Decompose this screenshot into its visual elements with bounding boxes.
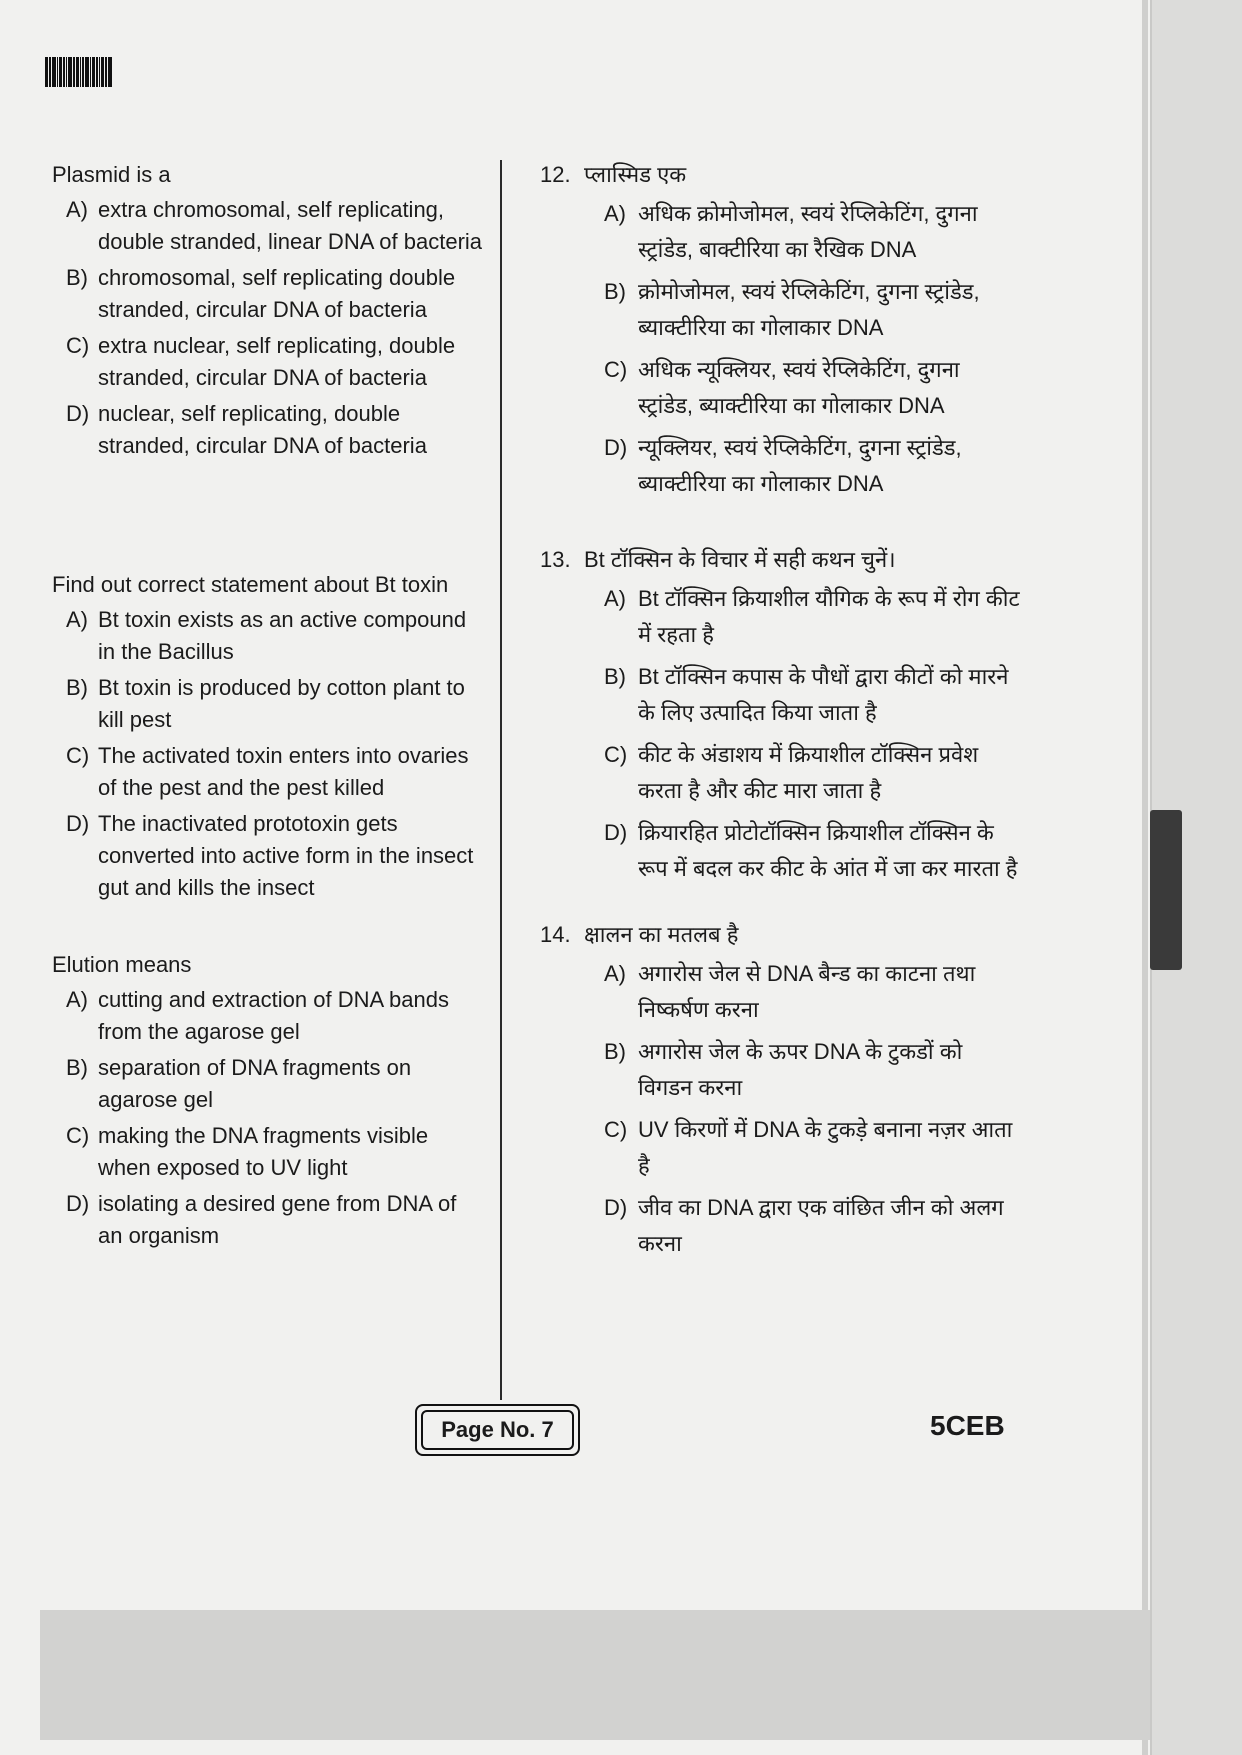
question-stem	[52, 950, 482, 980]
option-text: जीव का DNA द्वारा एक वांछित जीन को अलग करना	[638, 1195, 1004, 1256]
answer-option	[52, 398, 482, 462]
option-label: B)	[66, 675, 88, 700]
option-text: अगारोस जेल से DNA बैन्ड का काटना तथा निष्कर्षण करना	[638, 961, 976, 1022]
answer-option	[52, 1120, 482, 1184]
option-label: B)	[604, 279, 626, 304]
option-text: अधिक क्रोमोजोमल, स्वयं रेप्लिकेटिंग, दुगना स्ट्रांडेड, बाक्टीरिया का रैखिक DNA	[638, 201, 978, 262]
option-text: The activated toxin enters into ovaries of the pest and the pest killed	[98, 743, 469, 800]
barcode-bar	[63, 57, 65, 87]
barcode-bar	[66, 57, 67, 87]
question-stem	[540, 920, 1020, 950]
option-text: separation of DNA fragments on agarose gel	[98, 1055, 412, 1112]
answer-option	[540, 430, 1020, 502]
barcode-bar	[101, 57, 104, 87]
question-text: Bt टॉक्सिन के विचार में सही कथन चुनें।	[584, 547, 896, 572]
option-label: B)	[604, 1039, 626, 1064]
option-label: C)	[604, 1117, 628, 1142]
question-text: Elution means	[52, 952, 192, 977]
answer-option	[52, 194, 482, 258]
option-text: क्रोमोजोमल, स्वयं रेप्लिकेटिंग, दुगना स्ट्रांडेड, ब्याक्टीरिया का गोलाकार DNA	[638, 279, 980, 340]
answer-option	[540, 581, 1020, 653]
option-text: Bt toxin exists as an active compound in the Bacillus	[98, 607, 467, 664]
answer-option	[540, 1112, 1020, 1184]
answer-option	[52, 1052, 482, 1116]
option-text: Bt toxin is produced by cotton plant to kill pest	[98, 675, 465, 732]
option-label: A)	[604, 586, 626, 611]
option-text: Bt टॉक्सिन कपास के पौधों द्वारा कीटों को मारने के लिए उत्पादित किया जाता है	[638, 664, 1009, 725]
question-text: Plasmid is a	[52, 162, 171, 187]
option-label: C)	[604, 357, 628, 382]
answer-option	[540, 196, 1020, 268]
question-text: Find out correct statement about Bt toxin	[52, 572, 449, 597]
option-label: C)	[66, 1123, 90, 1148]
answer-option	[540, 1190, 1020, 1262]
answer-option	[540, 737, 1020, 809]
question-block	[540, 545, 1020, 887]
option-text: isolating a desired gene from DNA of an organism	[98, 1191, 457, 1248]
column-divider	[500, 160, 502, 1400]
option-text: क्रियारहित प्रोटोटॉक्सिन क्रियाशील टॉक्सिन के रूप में बदल कर कीट के आंत में जा कर मारता है	[638, 820, 1018, 881]
option-text: The inactivated prototoxin gets converted into active form in the insect gut and kills the insect	[98, 811, 474, 900]
page-number: Page No. 7	[421, 1410, 574, 1450]
barcode-bar	[57, 57, 58, 87]
answer-option	[52, 1188, 482, 1252]
barcode-bar	[108, 57, 112, 87]
answer-option	[540, 1034, 1020, 1106]
barcode-bar	[85, 57, 89, 87]
option-label: D)	[604, 820, 628, 845]
option-text: न्यूक्लियर, स्वयं रेप्लिकेटिंग, दुगना स्ट्रांडेड, ब्याक्टीरिया का गोलाकार DNA	[638, 435, 962, 496]
answer-option	[540, 659, 1020, 731]
question-stem	[540, 545, 1020, 575]
option-label: D)	[66, 811, 90, 836]
barcode-bar	[92, 57, 95, 87]
question-number: 13.	[540, 547, 571, 572]
option-text: chromosomal, self replicating double stranded, circular DNA of bacteria	[98, 265, 456, 322]
option-label: A)	[66, 607, 88, 632]
option-label: C)	[604, 742, 628, 767]
question-text: प्लास्मिड एक	[584, 162, 687, 187]
barcode-bar	[49, 57, 51, 87]
option-label: D)	[66, 401, 90, 426]
question-text: क्षालन का मतलब है	[584, 922, 739, 947]
question-stem	[540, 160, 1020, 190]
question-block	[52, 160, 482, 462]
barcode-bar	[80, 57, 81, 87]
barcode-bar	[52, 57, 56, 87]
option-label: D)	[66, 1191, 90, 1216]
question-stem	[52, 160, 482, 190]
barcode-bar	[73, 57, 75, 87]
option-text: nuclear, self replicating, double stranded, circular DNA of bacteria	[98, 401, 427, 458]
option-label: A)	[66, 987, 88, 1012]
option-label: D)	[604, 435, 628, 460]
option-text: UV किरणों में DNA के टुकड़े बनाना नज़र आता है	[638, 1117, 1013, 1178]
side-tab	[1150, 810, 1182, 970]
barcode-bar	[105, 57, 107, 87]
option-text: कीट के अंडाशय में क्रियाशील टॉक्सिन प्रवेश करता है और कीट मारा जाता है	[638, 742, 979, 803]
barcode-bar	[96, 57, 98, 87]
option-label: A)	[604, 201, 626, 226]
option-label: B)	[66, 265, 88, 290]
option-text: extra nuclear, self replicating, double stranded, circular DNA of bacteria	[98, 333, 456, 390]
question-number: 12.	[540, 162, 571, 187]
answer-option	[52, 330, 482, 394]
answer-option	[540, 352, 1020, 424]
option-label: D)	[604, 1195, 628, 1220]
answer-option	[52, 740, 482, 804]
answer-option	[52, 262, 482, 326]
option-text: अधिक न्यूक्लियर, स्वयं रेप्लिकेटिंग, दुगना स्ट्रांडेड, ब्याक्टीरिया का गोलाकार DNA	[638, 357, 960, 418]
option-text: अगारोस जेल के ऊपर DNA के टुकडों को विगडन करना	[638, 1039, 963, 1100]
barcode-bar	[90, 57, 91, 87]
option-label: C)	[66, 743, 90, 768]
option-label: B)	[66, 1055, 88, 1080]
question-block	[52, 570, 482, 904]
answer-option	[540, 956, 1020, 1028]
answer-option	[52, 604, 482, 668]
barcode-bar	[76, 57, 79, 87]
option-label: A)	[66, 197, 88, 222]
barcode-bar	[45, 57, 48, 87]
option-label: A)	[604, 961, 626, 986]
booklet-code: 5CEB	[930, 1410, 1005, 1441]
option-text: extra chromosomal, self replicating, double stranded, linear DNA of bacteria	[98, 197, 483, 254]
question-number: 14.	[540, 922, 571, 947]
page-number-box	[415, 1404, 580, 1456]
option-text: cutting and extraction of DNA bands from the agarose gel	[98, 987, 449, 1044]
barcode-bar	[68, 57, 72, 87]
bottom-shadow	[40, 1610, 1150, 1740]
option-text: Bt टॉक्सिन क्रियाशील यौगिक के रूप में रोग कीट में रहता है	[638, 586, 1020, 647]
barcode-bar	[99, 57, 100, 87]
barcode-bar	[82, 57, 84, 87]
question-block	[52, 950, 482, 1252]
barcode-bar	[59, 57, 62, 87]
answer-option	[540, 815, 1020, 887]
option-label: C)	[66, 333, 90, 358]
option-label: B)	[604, 664, 626, 689]
question-stem	[52, 570, 482, 600]
answer-option	[52, 808, 482, 904]
answer-option	[52, 672, 482, 736]
barcode	[45, 57, 140, 87]
question-block	[540, 920, 1020, 1262]
answer-option	[52, 984, 482, 1048]
option-text: making the DNA fragments visible when exposed to UV light	[98, 1123, 429, 1180]
answer-option	[540, 274, 1020, 346]
question-block	[540, 160, 1020, 502]
